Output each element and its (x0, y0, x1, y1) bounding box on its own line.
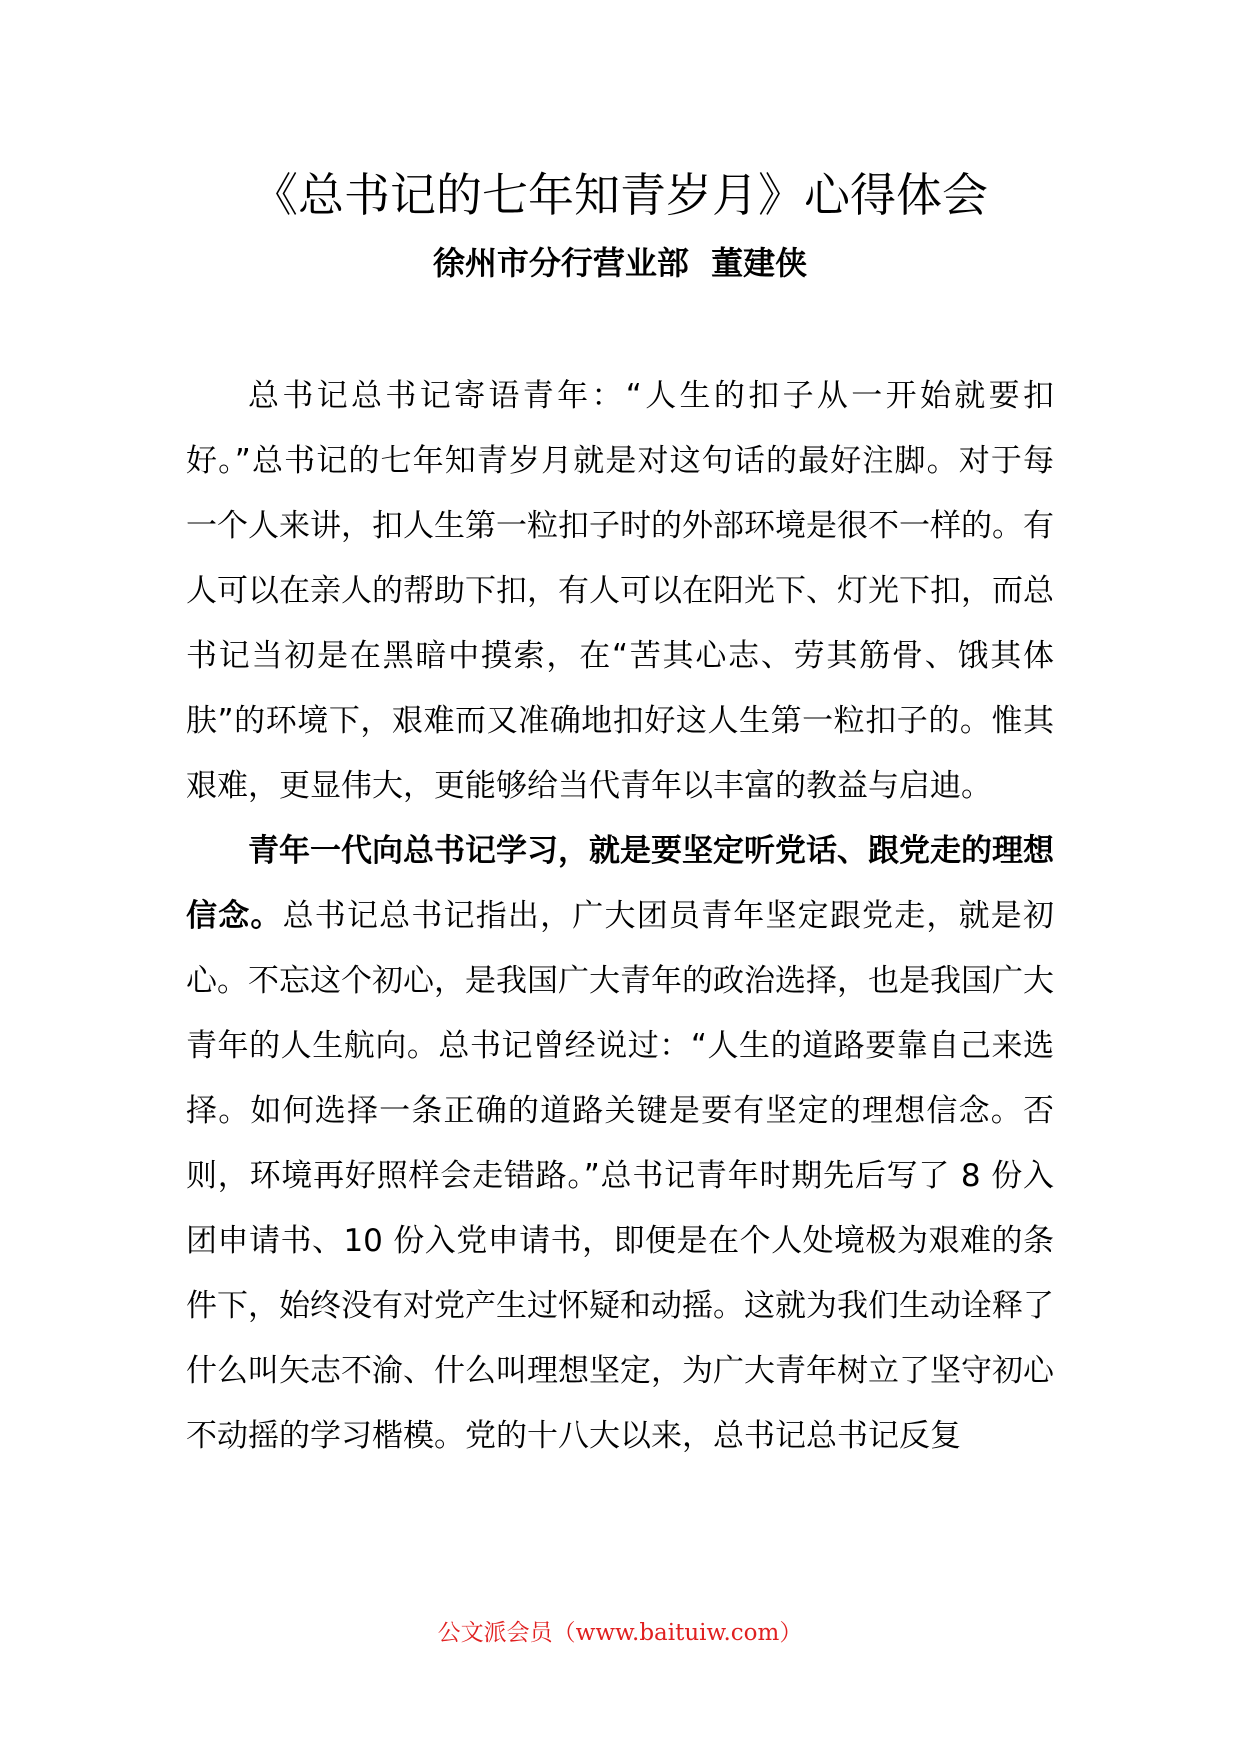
author-byline: 徐州市分行营业部 董建侠 (432, 244, 808, 282)
paragraph-2-lead: 青年一代向总书记学习，就是要坚定听党话、跟党走的理想信念。 (186, 833, 1054, 934)
document-body (186, 364, 1054, 1469)
document-title: 《总书记的七年知青岁月》心得体会 (252, 168, 988, 222)
paragraph-2 (186, 819, 1054, 1469)
paragraph-1 (186, 364, 1054, 819)
paragraph-2-text: 总书记总书记指出，广大团员青年坚定跟党走，就是初心。不忘这个初心，是我国广大青年的政治选择，也是我国广大青年的人生航向。总书记曾经说过：“人生的道路要靠自己来选择。如何选择一条正确的道路关键是要有坚定的理想信念。否则，环境再好照样会走错路。”总书记青年时期先后写了 8 份入团申请书、10 份入党申请书，即便是在个人处境极为艰难的条件下，始终没有对党产生过怀疑和动摇。这就为我们生动诠释了什么叫矢志不渝、什么叫理想坚定，为广大青年树立了坚守初心不动摇的学习楷模。党的十八大以来，总书记总书记反复 (186, 898, 1054, 1454)
paragraph-1-text: 总书记总书记寄语青年：“人生的扣子从一开始就要扣好。”总书记的七年知青岁月就是对这句话的最好注脚。对于每一个人来讲，扣人生第一粒扣子时的外部环境是很不一样的。有人可以在亲人的帮助下扣，有人可以在阳光下、灯光下扣，而总书记当初是在黑暗中摸索，在“苦其心志、劳其筋骨、饿其体肤”的环境下，艰难而又准确地扣好这人生第一粒扣子的。惟其艰难，更显伟大，更能够给当代青年以丰富的教益与启迪。 (186, 378, 1054, 804)
footer-watermark: 公文派会员（www.baituiw.com） (437, 1620, 803, 1646)
